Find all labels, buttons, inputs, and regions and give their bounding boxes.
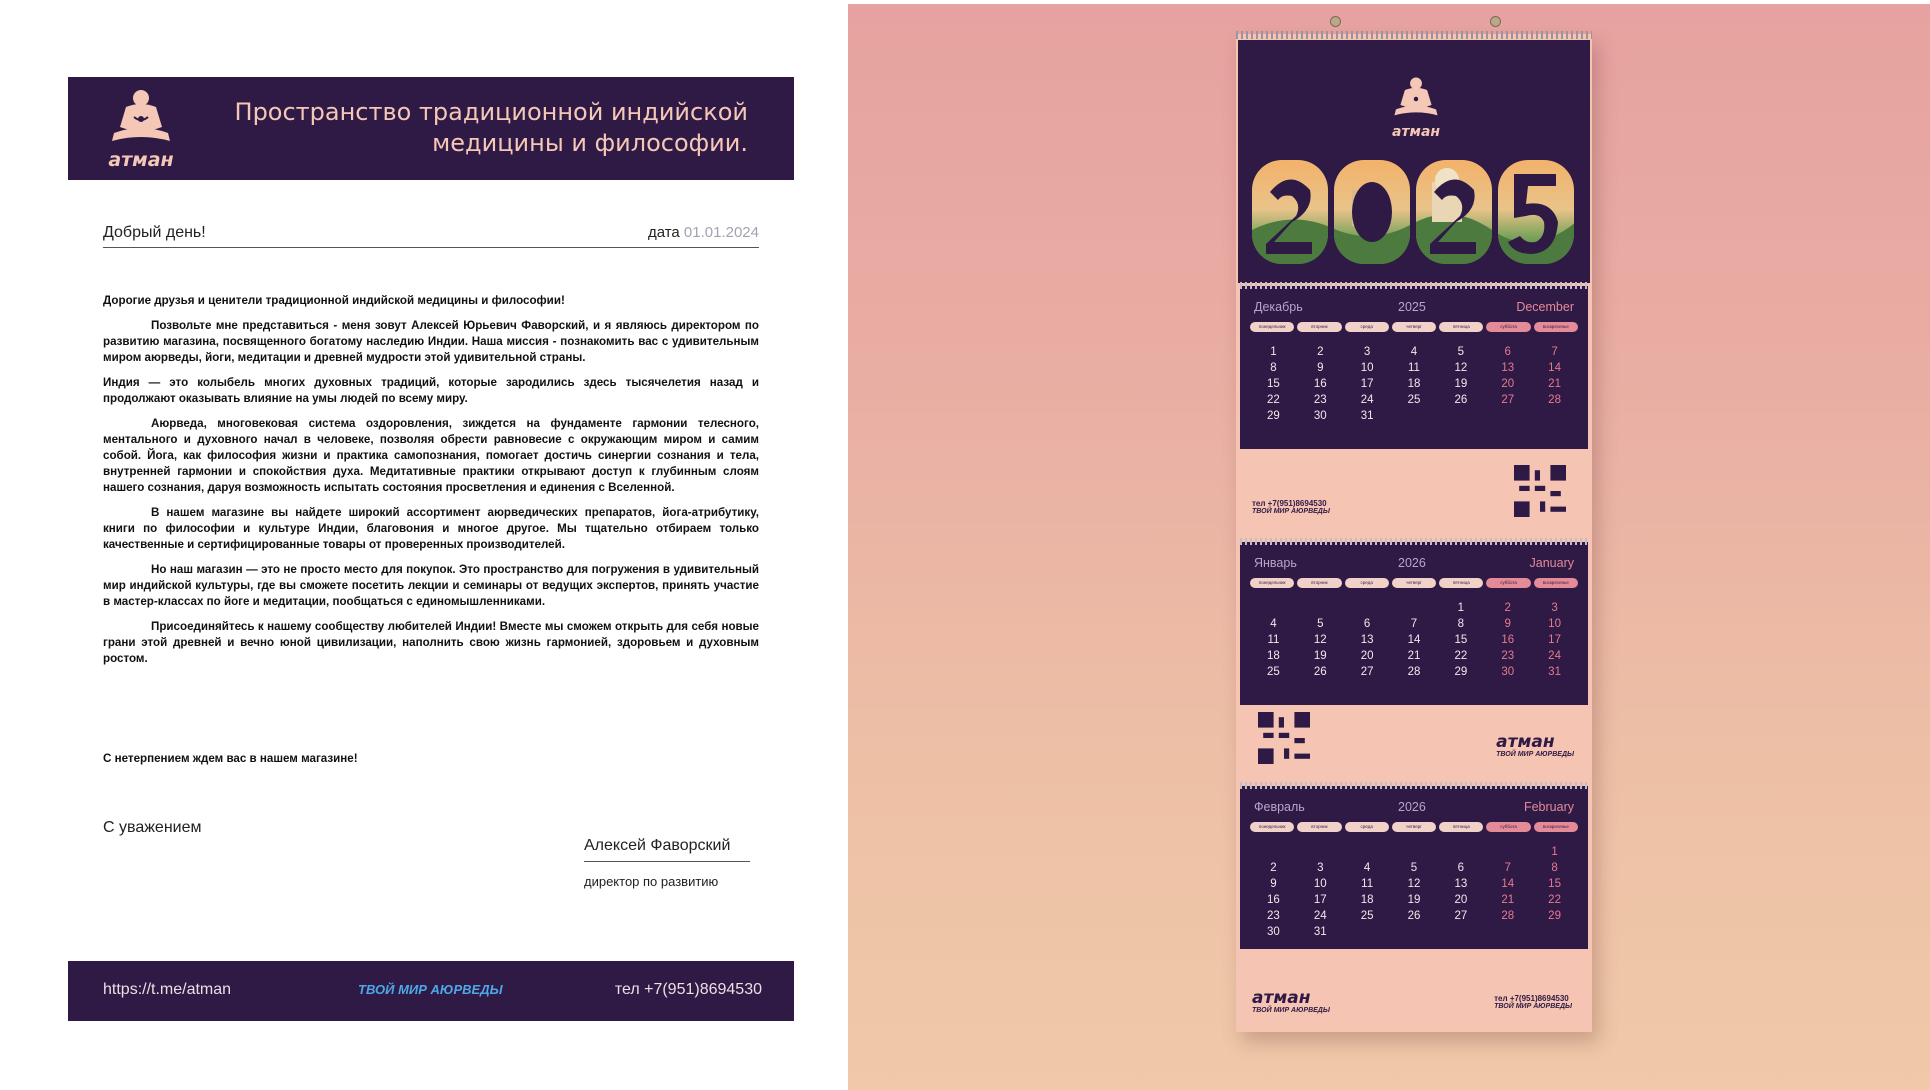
- calendar-day: 7: [1551, 346, 1558, 358]
- date-label: дата: [647, 224, 680, 241]
- phone-small: тел +7(951)8694530: [1494, 994, 1569, 1003]
- calendar-day: 27: [1360, 666, 1374, 678]
- header-title: Пространство традиционной индийской медицины и философии.: [234, 98, 748, 157]
- paragraph: Индия — это колыбель многих духовных традиций, которые зародились здесь тысячелетия назад и продолжают оказывать влияние на умы людей по всему миру.: [103, 376, 759, 405]
- calendar-day: 10: [1360, 362, 1374, 374]
- weekday-label: суббота: [1486, 822, 1530, 832]
- calendar-day: 21: [1548, 378, 1561, 390]
- weekday-label: среда: [1345, 822, 1389, 832]
- calendar-day: 1: [1457, 602, 1465, 614]
- weekday-label: среда: [1345, 322, 1389, 332]
- paragraph: Аюрведа, многовековая система оздоровления, зиждется на фундаменте гармонии телесного, ментального и духовного начал в человеке, позволяя обрести равновесие с окружающим миром и самим собой. Йога, как философия жизни и практика самопознания, помогает достичь синергии сознания и тела, внутренней гармонии и спокойствия духа. Медитативные практики открывают доступ к глубинным слоям нашего сознания, даруя возможность испытать состояния просветления и единения с Вселенной.: [103, 417, 759, 494]
- weekday-label: воскресенье: [1534, 578, 1578, 588]
- calendar-day: 2: [1504, 602, 1511, 614]
- calendar-day: 3: [1551, 602, 1558, 614]
- calendar-day: 16: [1313, 378, 1327, 390]
- calendar-day: 16: [1267, 894, 1280, 906]
- calendar-day: 15: [1548, 878, 1561, 890]
- calendar-day: 9: [1270, 878, 1277, 890]
- weekday-label: суббота: [1486, 322, 1530, 332]
- weekday-label: среда: [1345, 578, 1389, 588]
- calendar-day: 25: [1360, 910, 1374, 922]
- calendar-day: 2: [1270, 862, 1277, 874]
- letter-header: [68, 77, 794, 180]
- calendar-day: 5: [1317, 618, 1324, 630]
- slogan-small: ТВОЙ МИР АЮРВЕДЫ: [1252, 1007, 1330, 1014]
- slogan-small: ТВОЙ МИР АЮРВЕДЫ: [1494, 1003, 1572, 1010]
- calendar-day: 14: [1407, 634, 1421, 646]
- footer-phone: тел +7(951)8694530: [614, 981, 762, 998]
- calendar-day: [1391, 408, 1438, 424]
- month-name-ru: Февраль: [1254, 800, 1305, 814]
- meditating-figure-icon: [106, 89, 176, 149]
- calendar-day: 20: [1360, 650, 1374, 662]
- brand-wordmark: атман: [1252, 988, 1311, 1008]
- weekday-label: понедельник: [1250, 578, 1294, 588]
- spiral-binding: [1236, 31, 1592, 39]
- calendar-day: 26: [1407, 910, 1421, 922]
- contact-block: [1252, 499, 1330, 515]
- weekday-label: пятница: [1439, 822, 1483, 832]
- calendar-day: 11: [1408, 362, 1420, 374]
- brand-wordmark: атман: [1496, 732, 1555, 752]
- calendar-day: 5: [1457, 346, 1465, 358]
- calendar-day: 9: [1504, 618, 1511, 630]
- calendar-day: 28: [1501, 910, 1515, 922]
- calendar-day: 10: [1548, 618, 1561, 630]
- slogan-small: ТВОЙ МИР АЮРВЕДЫ: [1496, 751, 1574, 758]
- calendar-day: 19: [1454, 378, 1468, 390]
- month-year: 2026: [1398, 556, 1426, 570]
- pin-icon: [1490, 16, 1501, 27]
- weekday-label: четверг: [1392, 822, 1436, 832]
- calendar-day: 6: [1457, 862, 1465, 874]
- calendar-day: 10: [1313, 878, 1327, 890]
- calendar-day: 29: [1548, 910, 1561, 922]
- greeting: Добрый день!: [103, 224, 206, 241]
- calendar-day: 4: [1410, 346, 1418, 358]
- calendar-day: 12: [1313, 634, 1327, 646]
- month-december: [1240, 286, 1588, 449]
- logo-text: атман: [108, 149, 174, 171]
- spiral-binding: [1240, 538, 1588, 545]
- calendar-day: 28: [1407, 666, 1421, 678]
- calendar-day: 31: [1548, 666, 1561, 678]
- calendar-day: 7: [1410, 618, 1418, 630]
- greeting-row: [103, 224, 759, 248]
- calendar-day: 7: [1504, 862, 1511, 874]
- calendar-day: 17: [1548, 634, 1561, 646]
- weekday-label: вторник: [1297, 322, 1341, 332]
- calendar-day: 15: [1454, 634, 1468, 646]
- calendar-day: 6: [1504, 346, 1511, 358]
- calendar-day: 22: [1454, 650, 1468, 662]
- calendar-day: 6: [1363, 618, 1371, 630]
- month-year: 2026: [1398, 800, 1426, 814]
- bottom-strip: [1238, 984, 1590, 1024]
- calendar-day: 29: [1454, 666, 1468, 678]
- spiral-binding: [1240, 282, 1588, 289]
- month-name-en: February: [1523, 800, 1574, 814]
- weekday-bar: [1250, 578, 1578, 590]
- calendar-day: 20: [1501, 378, 1515, 390]
- weekday-label: понедельник: [1250, 322, 1294, 332]
- calendar-day: [1531, 924, 1578, 940]
- calendar-day: 26: [1454, 394, 1468, 406]
- calendar-day: 12: [1454, 362, 1468, 374]
- calendar-day: 22: [1267, 394, 1280, 406]
- calendar-day: [1344, 924, 1391, 940]
- calendar-day: 24: [1360, 394, 1374, 406]
- calendar-day: 28: [1548, 394, 1561, 406]
- calendar-day: 30: [1313, 410, 1327, 422]
- calendar-day: 4: [1363, 862, 1371, 874]
- calendar-day: 18: [1360, 894, 1374, 906]
- calendar-day: [1484, 408, 1531, 424]
- calendar-day: 12: [1407, 878, 1421, 890]
- calendar-day: 30: [1267, 926, 1280, 938]
- calendar-day: 9: [1317, 362, 1324, 374]
- calendar-day: 2: [1317, 346, 1324, 358]
- date-value: 01.01.2024: [683, 224, 759, 241]
- info-strip: [1238, 706, 1590, 794]
- month-name-ru: Январь: [1254, 556, 1297, 570]
- qr-code-icon: [1258, 712, 1310, 764]
- weekday-label: четверг: [1392, 322, 1436, 332]
- day-grid: [1250, 844, 1578, 940]
- paragraph: Позвольте мне представиться - меня зовут Алексей Юрьевич Фаворский, и я являюсь директором по развитию магазина, посвященного богатому наследию Индии. Наша миссия - познакомить вас с удивительным миром аюрведы, йоги, медитации и древней мудрости этой удивительной страны.: [103, 319, 759, 364]
- month-name-en: January: [1529, 556, 1574, 570]
- day-grid: [1250, 344, 1578, 440]
- calendar-day: 26: [1313, 666, 1327, 678]
- calendar-day: 31: [1313, 926, 1327, 938]
- calendar-header: [1238, 40, 1590, 283]
- calendar-day: [1391, 844, 1438, 860]
- calendar-day: 18: [1407, 378, 1421, 390]
- atman-logo: [1390, 76, 1442, 140]
- calendar-day: [1531, 408, 1578, 424]
- weekday-bar: [1250, 322, 1578, 334]
- letterhead: [68, 77, 794, 1021]
- paragraph: Дорогие друзья и ценители традиционной индийской медицины и философии!: [103, 294, 565, 307]
- calendar-day: 3: [1363, 346, 1371, 358]
- brand-block: [1496, 734, 1574, 758]
- calendar-day: [1391, 924, 1438, 940]
- calendar-day: 25: [1407, 394, 1421, 406]
- calendar-day: 23: [1501, 650, 1515, 662]
- calendar-day: 14: [1501, 878, 1515, 890]
- year-illustration: [1252, 160, 1576, 270]
- regards: С уважением: [103, 819, 202, 836]
- weekday-bar: [1250, 822, 1578, 834]
- calendar-day: 24: [1548, 650, 1561, 662]
- weekday-label: воскресенье: [1534, 322, 1578, 332]
- date: [648, 224, 759, 241]
- paragraph: В нашем магазине вы найдете широкий ассортимент аюрведических препаратов, йога-атрибутику, книги по философии и культуре Индии, благовония и многое другое. Мы тщательно отбираем только качественные и сертифицированные товары от проверенных производителей.: [103, 506, 759, 551]
- calendar-day: [1437, 844, 1484, 860]
- calendar-day: 18: [1267, 650, 1280, 662]
- calendar-day: 13: [1454, 878, 1468, 890]
- calendar-day: 27: [1501, 394, 1515, 406]
- calendar-day: 24: [1313, 910, 1327, 922]
- calendar-day: [1437, 924, 1484, 940]
- calendar-day: 23: [1267, 910, 1280, 922]
- paragraph: Но наш магазин — это не просто место для покупок. Это пространство для погружения в удивительный мир индийской культуры, где вы сможете посетить лекции и семинары от ведущих экспертов, принять участие в мастер-классах по йоге и медитации, пообщаться с единомышленниками.: [103, 563, 759, 608]
- signer-name: Алексей Фаворский: [584, 837, 750, 862]
- phone-small: тел +7(951)8694530: [1252, 499, 1327, 508]
- logo-text: атман: [1391, 124, 1441, 140]
- letter-footer: [68, 961, 794, 1021]
- brand-block: [1252, 990, 1330, 1014]
- wall-calendar: [1236, 34, 1592, 1032]
- calendar-day: 13: [1501, 362, 1515, 374]
- telegram-link[interactable]: https://t.me/atman: [103, 981, 232, 998]
- calendar-day: 19: [1407, 894, 1421, 906]
- calendar-day: [1344, 600, 1391, 616]
- calendar-day: 5: [1410, 862, 1418, 874]
- slogan-small: ТВОЙ МИР АЮРВЕДЫ: [1252, 508, 1330, 515]
- calendar-day: [1391, 600, 1438, 616]
- calendar-day: 23: [1313, 394, 1327, 406]
- month-february: [1240, 786, 1588, 949]
- calendar-day: [1437, 408, 1484, 424]
- pin-icon: [1330, 16, 1341, 27]
- info-strip: [1238, 459, 1590, 539]
- footer-slogan: ТВОЙ МИР АЮРВЕДЫ: [358, 982, 503, 997]
- month-january: [1240, 542, 1588, 705]
- calendar-day: [1297, 844, 1344, 860]
- calendar-day: [1297, 424, 1344, 440]
- calendar-day: 21: [1407, 650, 1421, 662]
- month-name-ru: Декабрь: [1254, 300, 1303, 314]
- calendar-day: 8: [1270, 362, 1277, 374]
- calendar-day: 20: [1454, 894, 1468, 906]
- calendar-day: 11: [1267, 634, 1280, 646]
- weekday-label: воскресенье: [1534, 822, 1578, 832]
- calendar-day: [1297, 600, 1344, 616]
- weekday-label: четверг: [1392, 578, 1436, 588]
- calendar-day: [1484, 844, 1531, 860]
- paragraph: Присоединяйтесь к нашему сообществу любителей Индии! Вместе мы сможем открыть для себя новые грани этой древней и вечно юной цивилизации, наполнить свою жизнь гармонией, здоровьем и духовным ростом.: [103, 620, 759, 665]
- calendar-day: 1: [1270, 346, 1277, 358]
- calendar-day: 31: [1360, 410, 1374, 422]
- month-name-en: December: [1516, 300, 1574, 314]
- closing-line: С нетерпением ждем вас в нашем магазине!: [103, 752, 358, 765]
- calendar-day: 8: [1457, 618, 1465, 630]
- calendar-day: 17: [1360, 378, 1374, 390]
- calendar-day: 27: [1454, 910, 1468, 922]
- meditating-figure-icon: [1390, 76, 1442, 122]
- calendar-day: 3: [1317, 862, 1324, 874]
- calendar-day: 1: [1551, 846, 1558, 858]
- contact-block: [1494, 994, 1572, 1010]
- weekday-label: пятница: [1439, 322, 1483, 332]
- calendar-day: 11: [1361, 878, 1374, 890]
- letter-body: [103, 293, 759, 676]
- atman-logo: [106, 89, 176, 171]
- calendar-day: 21: [1501, 894, 1515, 906]
- calendar-day: [1250, 844, 1297, 860]
- spiral-binding: [1240, 782, 1588, 789]
- weekday-label: вторник: [1297, 578, 1341, 588]
- calendar-day: [1344, 844, 1391, 860]
- weekday-label: суббота: [1486, 578, 1530, 588]
- signer-role: директор по развитию: [584, 874, 719, 889]
- calendar-day: 17: [1313, 894, 1327, 906]
- day-grid: [1250, 600, 1578, 680]
- calendar-day: [1484, 924, 1531, 940]
- calendar-day: 13: [1360, 634, 1374, 646]
- calendar-day: [1250, 600, 1297, 616]
- calendar-day: 25: [1267, 666, 1280, 678]
- qr-code-icon: [1514, 465, 1566, 517]
- calendar-day: 30: [1501, 666, 1515, 678]
- calendar-day: 29: [1267, 410, 1280, 422]
- calendar-day: [1250, 424, 1297, 440]
- calendar-day: 16: [1501, 634, 1515, 646]
- calendar-day: 4: [1270, 618, 1277, 630]
- calendar-day: 14: [1548, 362, 1561, 374]
- weekday-label: вторник: [1297, 822, 1341, 832]
- calendar-day: 19: [1313, 650, 1327, 662]
- calendar-day: 8: [1551, 862, 1558, 874]
- month-year: 2025: [1398, 300, 1426, 314]
- weekday-label: пятница: [1439, 578, 1483, 588]
- calendar-day: 22: [1548, 894, 1561, 906]
- calendar-day: 15: [1267, 378, 1280, 390]
- weekday-label: понедельник: [1250, 822, 1294, 832]
